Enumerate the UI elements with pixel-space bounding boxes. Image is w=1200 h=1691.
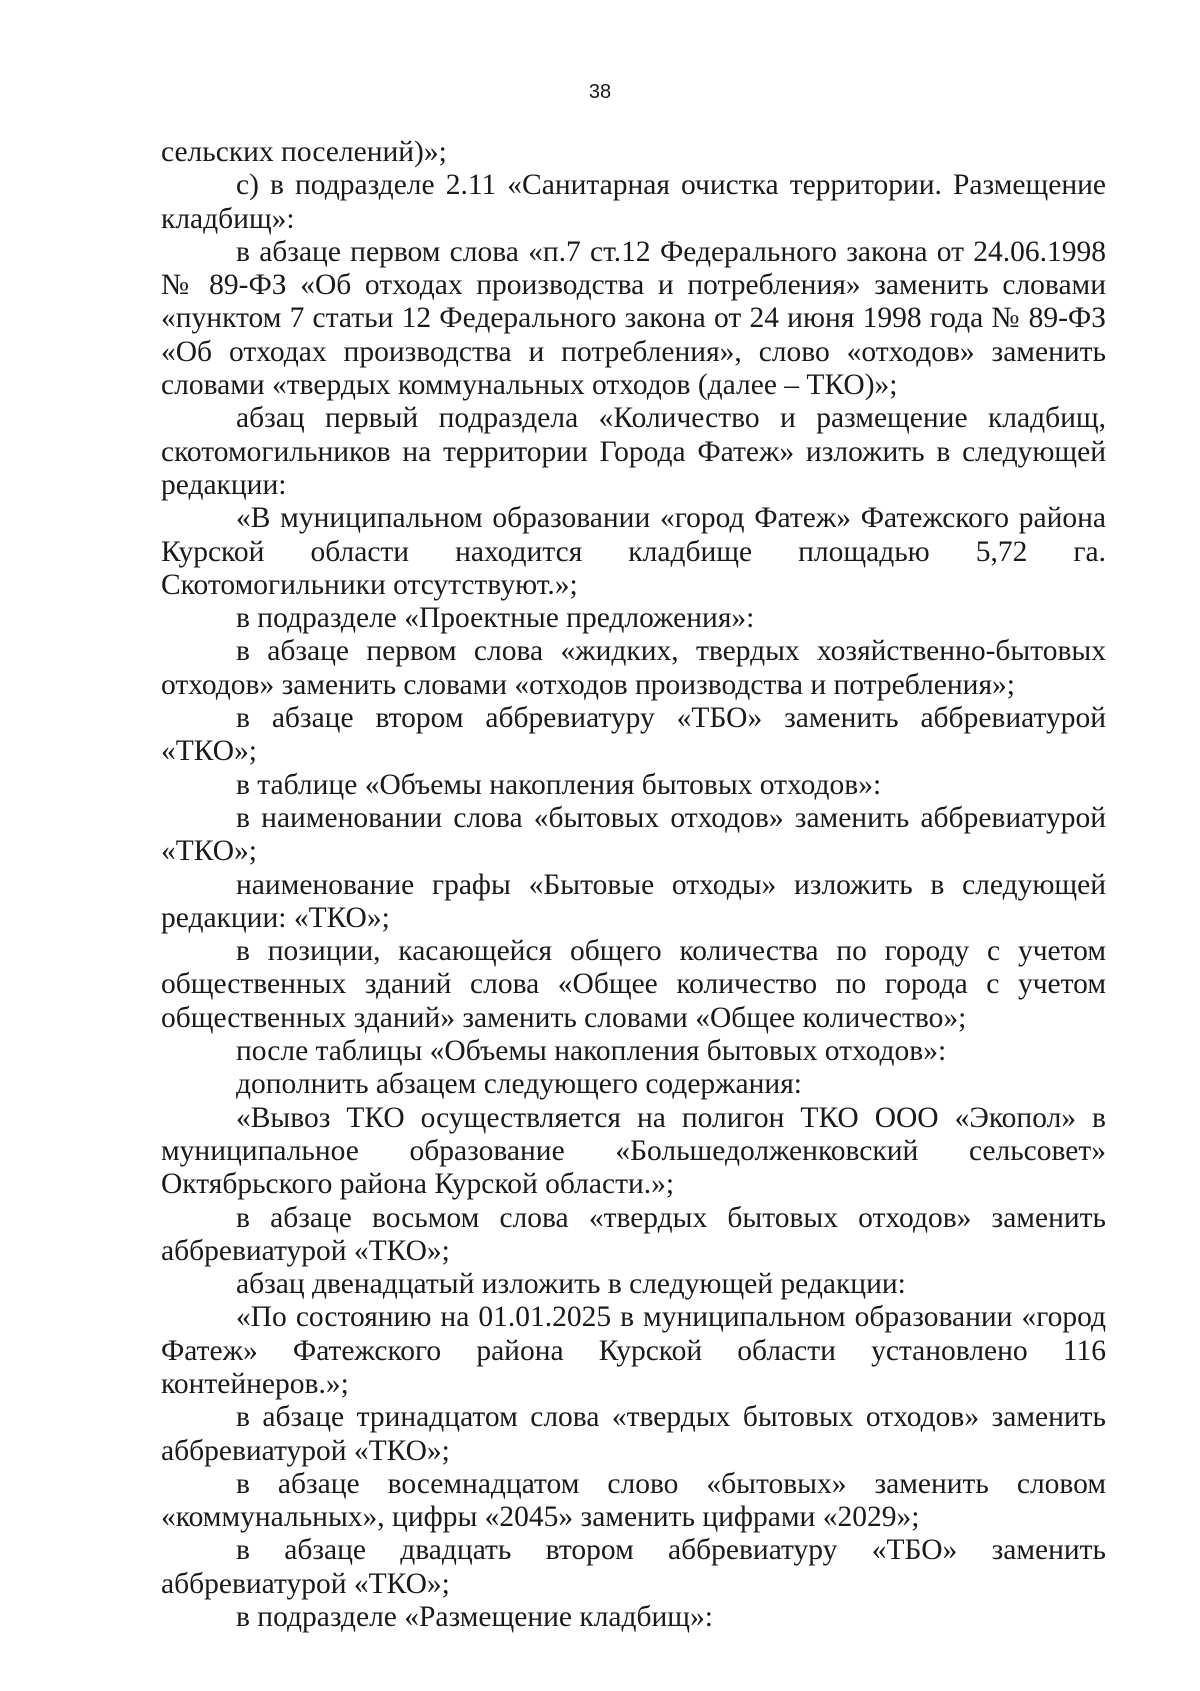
paragraph: дополнить абзацем следующего содержания: bbox=[236, 1068, 802, 1101]
paragraph: абзац первый подраздела «Количество и размещение кладбищ, скотомогильников на территории Города Фатеж» изложить в следующей редакции: bbox=[161, 402, 1106, 501]
paragraph: в таблице «Объемы накопления бытовых отходов»: bbox=[236, 768, 882, 801]
paragraph: в абзаце двадцать втором аббревиатуру «ТБО» заменить аббревиатурой «ТКО»; bbox=[161, 1534, 1106, 1600]
paragraph: «Вывоз ТКО осуществляется на полигон ТКО ООО «Экопол» в муниципальное образование «Большедолженковский сельсовет» Октябрьского района Курской области.»; bbox=[161, 1101, 1106, 1201]
paragraph: в абзаце тринадцатом слова «твердых бытовых отходов» заменить аббревиатурой «ТКО»; bbox=[161, 1401, 1106, 1467]
document-body bbox=[161, 136, 1106, 1634]
paragraph: в подразделе «Проектные предложения»: bbox=[236, 602, 755, 635]
paragraph: с) в подразделе 2.11 «Санитарная очистка территории. Размещение кладбищ»: bbox=[161, 169, 1106, 235]
paragraph: наименование графы «Бытовые отходы» изложить в следующей редакции: «ТКО»; bbox=[161, 868, 1106, 934]
paragraph: «В муниципальном образовании «город Фатеж» Фатежского района Курской области находится кладбище площадью 5,72 га. Скотомогильники отсутствуют.»; bbox=[161, 502, 1106, 601]
paragraph: в абзаце восемнадцатом слово «бытовых» заменить словом «коммунальных», цифры «2045» заменить цифрами «2029»; bbox=[161, 1467, 1106, 1534]
paragraph: «По состоянию на 01.01.2025 в муниципальном образовании «город Фатеж» Фатежского района Курской области установлено 116 контейнеров.»; bbox=[161, 1301, 1106, 1400]
paragraph: в подразделе «Размещение кладбищ»: bbox=[236, 1601, 713, 1634]
paragraph: в абзаце втором аббревиатуру «ТБО» заменить аббревиатурой «ТКО»; bbox=[161, 702, 1106, 768]
paragraph: в абзаце восьмом слова «твердых бытовых отходов» заменить аббревиатурой «ТКО»; bbox=[161, 1201, 1106, 1267]
paragraph: абзац двенадцатый изложить в следующей редакции: bbox=[236, 1268, 906, 1301]
paragraph: в наименовании слова «бытовых отходов» заменить аббревиатурой «ТКО»; bbox=[161, 801, 1106, 868]
paragraph: после таблицы «Объемы накопления бытовых отходов»: bbox=[236, 1035, 947, 1068]
paragraph: в абзаце первом слова «жидких, твердых хозяйственно-бытовых отходов» заменить словами «отходов производства и потребления»; bbox=[161, 635, 1106, 701]
paragraph: в позиции, касающейся общего количества по городу с учетом общественных зданий слова «Общее количество по города с учетом общественных зданий» заменить словами «Общее количество»; bbox=[161, 935, 1106, 1034]
page-number: 38 bbox=[588, 81, 612, 103]
paragraph: в абзаце первом слова «п.7 ст.12 Федерального закона от 24.06.1998 № 89-ФЗ «Об отходах производства и потребления» заменить словами «пунктом 7 статьи 12 Федерального закона от 24 июня 1998 года № 89-ФЗ «Об отходах производства и потребления», слово «отходов» заменить словами «твердых коммунальных отходов (далее – ТКО)»; bbox=[161, 235, 1106, 402]
paragraph: сельских поселений)»; bbox=[161, 136, 447, 168]
